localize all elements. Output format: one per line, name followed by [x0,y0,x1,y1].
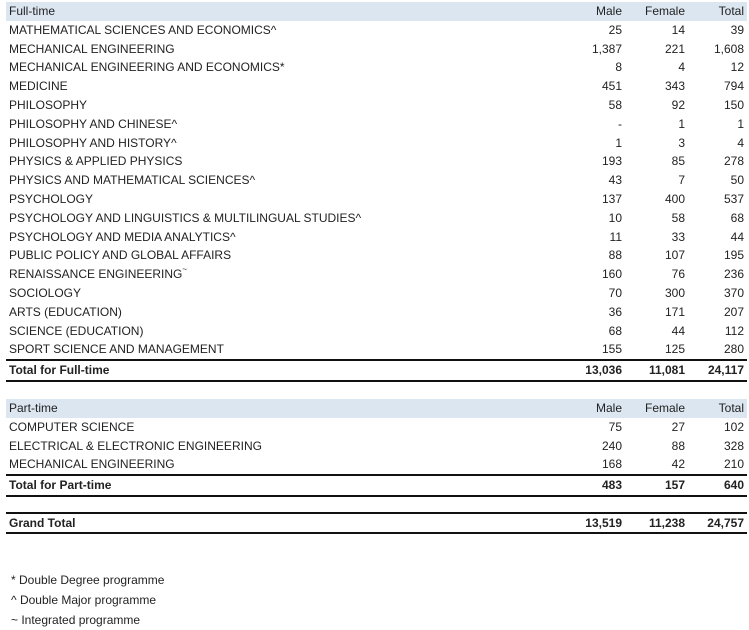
programme-name-text: PSYCHOLOGY AND MEDIA ANALYTICS^ [9,229,236,244]
programme-name-text: PSYCHOLOGY [9,191,94,206]
total-male: 13,036 [495,360,625,381]
total-male: 483 [495,475,625,496]
total-label: Total for Full-time [6,360,495,381]
total-count: 12 [730,60,744,75]
table-row [6,303,747,322]
total-count: 39 [730,22,744,37]
total-count: 278 [723,154,744,169]
female-count: 125 [664,342,685,357]
total-count: 370 [723,285,744,300]
table-row [6,418,747,437]
programme-name-text: RENAISSANCE ENGINEERING [9,267,183,282]
section-header: Full-time [6,2,495,21]
programme-name [6,246,495,265]
total-count: 236 [723,267,744,282]
table-row [6,134,747,153]
total-header: Total [688,2,747,21]
programme-name-text: SPORT SCIENCE AND MANAGEMENT [9,342,224,357]
total-count: 102 [723,419,744,434]
programme-name-text: MECHANICAL ENGINEERING [9,41,175,56]
female-count: 1 [678,116,685,131]
female-count: 14 [671,22,685,37]
programme-name-text: MEDICINE [9,79,68,94]
total-count: 794 [723,79,744,94]
female-header: Female [625,399,688,418]
programme-name-text: MECHANICAL ENGINEERING AND ECONOMICS* [9,60,285,75]
programme-name [6,152,495,171]
part-time-header-row [6,399,747,418]
female-count: 343 [664,79,685,94]
male-count: 68 [608,323,622,338]
table-row [6,455,747,475]
total-count: 44 [730,229,744,244]
total-count: 1,608 [713,41,744,56]
programme-name-text: PHYSICS AND MATHEMATICAL SCIENCES^ [9,173,256,188]
table-row [6,437,747,456]
male-count: 11 [609,229,622,244]
total-count: 328 [723,438,744,453]
programme-name-text: ELECTRICAL & ELECTRONIC ENGINEERING [9,438,262,453]
full-time-table [6,2,747,382]
programme-name [6,455,495,475]
table-row [6,228,747,247]
grand-total-table [6,512,747,534]
table-row [6,58,747,77]
total-total: 24,117 [688,360,747,381]
male-count: 137 [601,191,622,206]
female-count: 88 [671,438,685,453]
full-time-total-row [6,360,747,381]
male-count: 36 [608,304,622,319]
total-count: 1 [737,116,744,131]
total-count: 112 [724,323,744,338]
programme-name-text: ARTS (EDUCATION) [9,304,122,319]
male-header: Male [495,2,625,21]
total-total: 640 [688,475,747,496]
male-count: 43 [608,173,622,188]
section-header: Part-time [6,399,495,418]
total-female: 11,081 [625,360,688,381]
male-count: 10 [608,210,622,225]
programme-name [6,209,495,228]
grand-total-total: 24,757 [688,513,747,533]
female-count: 400 [664,191,685,206]
male-header: Male [495,399,625,418]
table-row [6,171,747,190]
female-count: 42 [671,457,685,472]
programme-name-text: MATHEMATICAL SCIENCES AND ECONOMICS^ [9,22,277,37]
male-count: 168 [601,457,622,472]
female-count: 85 [671,154,685,169]
programme-name [6,284,495,303]
programme-name [6,340,495,360]
female-count: 7 [678,173,685,188]
female-count: 33 [671,229,685,244]
programme-name [6,190,495,209]
table-row [6,40,747,59]
table-row [6,77,747,96]
programme-name-text: PHILOSOPHY AND HISTORY^ [9,135,177,150]
footnotes [11,570,164,630]
female-count: 44 [671,323,685,338]
male-count: 160 [601,267,622,282]
programme-name [6,322,495,341]
total-label: Total for Part-time [6,475,495,496]
table-row [6,115,747,134]
male-count: - [618,116,622,131]
male-count: 25 [608,22,622,37]
part-time-table [6,399,747,497]
female-count: 76 [671,267,685,282]
total-count: 280 [723,342,744,357]
total-count: 50 [730,173,744,188]
programme-name [6,134,495,153]
programme-name [6,171,495,190]
female-count: 107 [664,248,685,263]
female-count: 300 [664,285,685,300]
male-count: 193 [601,154,622,169]
programme-name-text: PHYSICS & APPLIED PHYSICS [9,154,183,169]
male-count: 88 [608,248,622,263]
male-count: 58 [608,97,622,112]
footnote-double-major: ^ Double Major programme [11,593,157,607]
table-row [6,21,747,40]
programme-name-text: SOCIOLOGY [9,285,82,300]
grand-total-label: Grand Total [6,513,495,533]
total-female: 157 [625,475,688,496]
programme-name [6,40,495,59]
programme-name [6,21,495,40]
programme-mark: ~ [182,265,188,275]
grand-total-female: 11,238 [625,513,688,533]
full-time-header-row [6,2,747,21]
male-count: 1 [615,135,622,150]
programme-name-text: MECHANICAL ENGINEERING [9,457,175,472]
total-header: Total [688,399,747,418]
part-time-total-row [6,475,747,496]
table-row [6,96,747,115]
programme-name-text: PHILOSOPHY AND CHINESE^ [9,116,178,131]
programme-name [6,96,495,115]
total-count: 150 [723,97,744,112]
programme-name [6,437,495,456]
programme-name [6,77,495,96]
female-count: 221 [664,41,685,56]
female-count: 58 [671,210,685,225]
female-count: 3 [678,135,685,150]
grand-total-row [6,513,747,533]
programme-name [6,418,495,437]
total-count: 210 [723,457,744,472]
programme-name-text: PHILOSOPHY [9,97,88,112]
total-count: 207 [723,304,744,319]
table-row [6,246,747,265]
male-count: 8 [615,60,622,75]
male-count: 155 [601,342,622,357]
male-count: 451 [601,79,622,94]
table-row [6,340,747,360]
programme-name [6,58,495,77]
male-count: 75 [608,419,622,434]
programme-name [6,228,495,247]
programme-name-text: SCIENCE (EDUCATION) [9,323,144,338]
grand-total-male: 13,519 [495,513,625,533]
footnote-integrated: ~ Integrated programme [11,613,141,627]
female-header: Female [625,2,688,21]
programme-name-text: COMPUTER SCIENCE [9,419,135,434]
total-count: 68 [730,210,744,225]
programme-name-text: PUBLIC POLICY AND GLOBAL AFFAIRS [9,248,232,263]
table-row [6,322,747,341]
male-count: 240 [601,438,622,453]
female-count: 92 [671,97,685,112]
total-count: 195 [723,248,744,263]
male-count: 1,387 [591,41,622,56]
total-count: 4 [737,135,744,150]
female-count: 171 [664,304,685,319]
footnote-double-degree: * Double Degree programme [11,573,165,587]
table-row [6,152,747,171]
programme-name-text: PSYCHOLOGY AND LINGUISTICS & MULTILINGUAL STUDIES^ [9,210,362,225]
female-count: 27 [671,419,685,434]
male-count: 70 [608,285,622,300]
female-count: 4 [678,60,685,75]
total-count: 537 [723,191,744,206]
programme-name [6,115,495,134]
table-row [6,190,747,209]
programme-name [6,265,495,284]
table-row [6,284,747,303]
table-row [6,209,747,228]
table-row [6,265,747,284]
programme-name [6,303,495,322]
